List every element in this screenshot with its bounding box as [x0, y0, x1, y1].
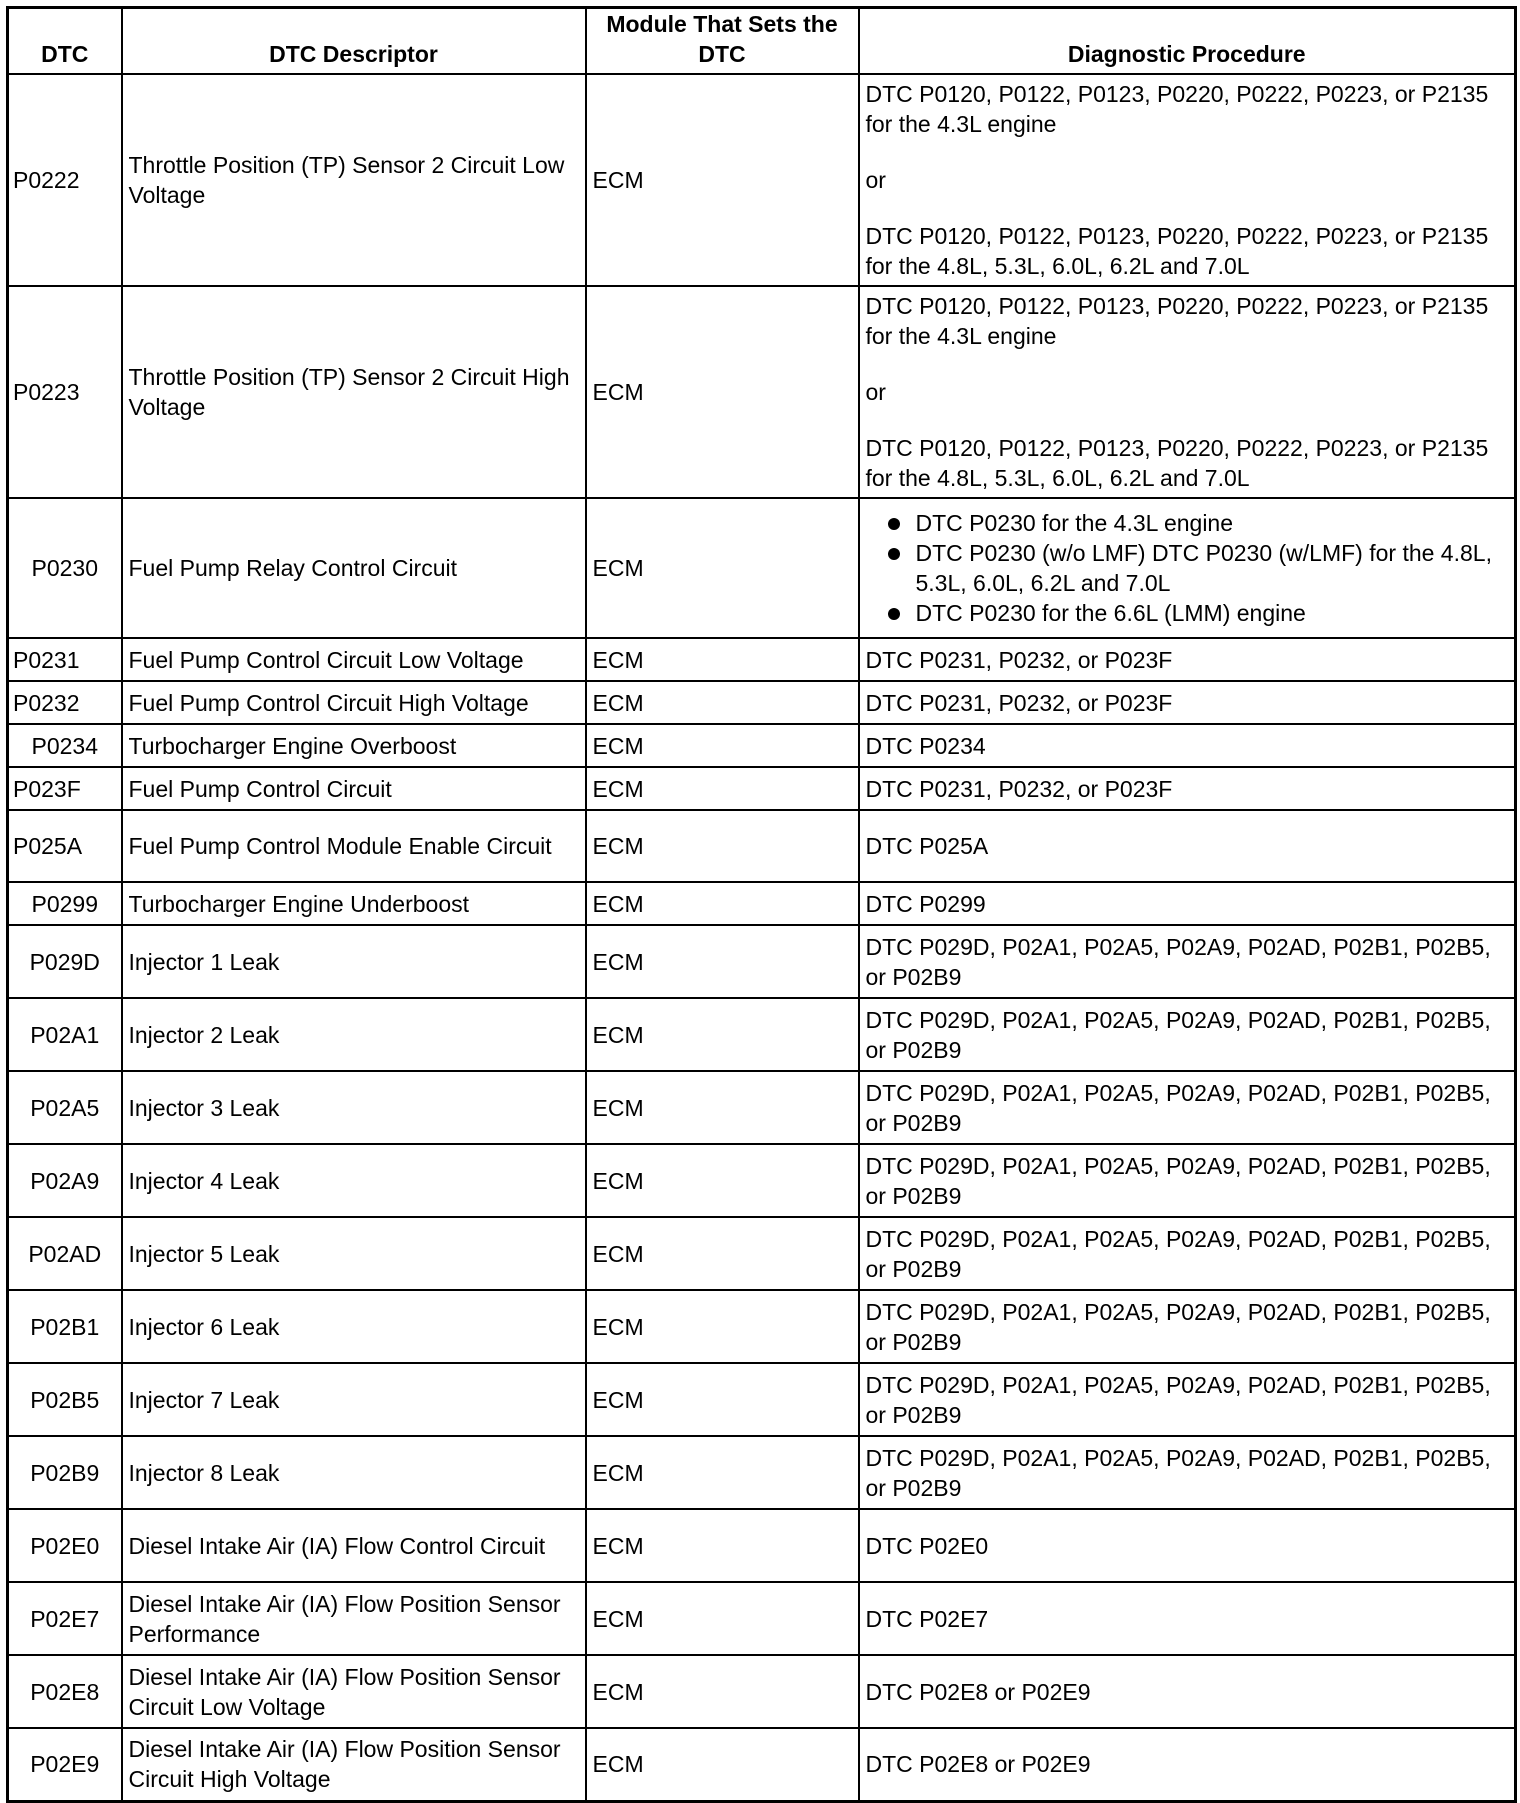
dtc-code-cell: P02A9 — [8, 1144, 122, 1217]
procedure-text: DTC P0120, P0122, P0123, P0220, P0222, P0223, or P2135 for the 4.8L, 5.3L, 6.0L, 6.2L and 7.0L — [865, 223, 1489, 279]
table-row — [8, 498, 1516, 638]
dtc-descriptor-cell: Fuel Pump Control Module Enable Circuit — [122, 810, 586, 882]
procedure-text: DTC P029D, P02A1, P02A5, P02A9, P02AD, P02B1, P02B5, or P02B9 — [865, 1006, 1491, 1063]
diagnostic-procedure-cell — [859, 1290, 1516, 1363]
module-cell: ECM — [586, 1217, 859, 1290]
procedure-text: or — [865, 167, 886, 193]
table-row — [8, 1363, 1516, 1436]
dtc-code-cell: P0223 — [8, 286, 122, 498]
diagnostic-procedure-cell — [859, 724, 1516, 767]
dtc-descriptor-cell: Injector 8 Leak — [122, 1436, 586, 1509]
table-body — [8, 74, 1516, 1801]
procedure-text: DTC P0234 — [865, 732, 986, 759]
dtc-descriptor-cell: Injector 3 Leak — [122, 1071, 586, 1144]
header-descriptor: DTC Descriptor — [122, 8, 586, 75]
dtc-code-cell: P02E0 — [8, 1509, 122, 1582]
dtc-descriptor-cell: Turbocharger Engine Underboost — [122, 882, 586, 925]
table-header — [8, 8, 1516, 75]
diagnostic-procedure-cell — [859, 925, 1516, 998]
module-cell: ECM — [586, 1290, 859, 1363]
procedure-text: DTC P029D, P02A1, P02A5, P02A9, P02AD, P02B1, P02B5, or P02B9 — [865, 933, 1491, 990]
dtc-descriptor-cell: Injector 5 Leak — [122, 1217, 586, 1290]
dtc-code-cell: P02E9 — [8, 1728, 122, 1801]
module-cell: ECM — [586, 925, 859, 998]
procedure-text: DTC P029D, P02A1, P02A5, P02A9, P02AD, P02B1, P02B5, or P02B9 — [865, 1152, 1491, 1209]
module-cell: ECM — [586, 1363, 859, 1436]
module-cell: ECM — [586, 1436, 859, 1509]
procedure-text: DTC P025A — [865, 833, 989, 859]
module-cell: ECM — [586, 498, 859, 638]
table-row — [8, 1436, 1516, 1509]
dtc-code-cell: P02B1 — [8, 1290, 122, 1363]
dtc-descriptor-cell: Fuel Pump Relay Control Circuit — [122, 498, 586, 638]
diagnostic-procedure-cell — [859, 998, 1516, 1071]
procedure-text: DTC P0120, P0122, P0123, P0220, P0222, P0223, or P2135 for the 4.3L engine — [865, 293, 1489, 349]
module-cell: ECM — [586, 724, 859, 767]
table-row — [8, 1144, 1516, 1217]
table-row — [8, 1217, 1516, 1290]
table-row — [8, 638, 1516, 681]
dtc-code-cell: P029D — [8, 925, 122, 998]
header-row — [8, 8, 1516, 75]
dtc-code-cell: P02B9 — [8, 1436, 122, 1509]
table-row — [8, 1071, 1516, 1144]
procedure-bullet-item: DTC P0230 for the 6.6L (LMM) engine — [866, 598, 1509, 628]
procedure-text: DTC P0231, P0232, or P023F — [865, 775, 1173, 802]
dtc-descriptor-cell: Throttle Position (TP) Sensor 2 Circuit Low Voltage — [122, 74, 586, 286]
procedure-bullet-list — [866, 508, 1509, 628]
procedure-bullet-item: DTC P0230 for the 4.3L engine — [866, 508, 1509, 538]
module-cell: ECM — [586, 1655, 859, 1728]
diagnostic-procedure-cell — [859, 1363, 1516, 1436]
procedure-text: DTC P02E8 or P02E9 — [865, 1678, 1091, 1705]
paragraph-spacer — [866, 195, 1509, 221]
table-row — [8, 767, 1516, 810]
table-row — [8, 810, 1516, 882]
dtc-descriptor-cell: Injector 6 Leak — [122, 1290, 586, 1363]
dtc-descriptor-cell: Diesel Intake Air (IA) Flow Position Sensor Performance — [122, 1582, 586, 1655]
procedure-text: DTC P02E0 — [865, 1532, 989, 1559]
dtc-code-cell: P025A — [8, 810, 122, 882]
dtc-descriptor-cell: Fuel Pump Control Circuit High Voltage — [122, 681, 586, 724]
diagnostic-procedure-cell — [859, 1728, 1516, 1801]
diagnostic-procedure-cell — [859, 286, 1516, 498]
dtc-table-container — [6, 6, 1517, 1803]
module-cell: ECM — [586, 681, 859, 724]
diagnostic-procedure-cell — [859, 882, 1516, 925]
dtc-code-cell: P02A5 — [8, 1071, 122, 1144]
dtc-descriptor-cell: Injector 2 Leak — [122, 998, 586, 1071]
dtc-descriptor-cell: Injector 1 Leak — [122, 925, 586, 998]
table-row — [8, 925, 1516, 998]
table-row — [8, 1728, 1516, 1801]
module-cell: ECM — [586, 1582, 859, 1655]
table-row — [8, 1509, 1516, 1582]
dtc-code-cell: P0230 — [8, 498, 122, 638]
dtc-code-cell: P023F — [8, 767, 122, 810]
table-row — [8, 681, 1516, 724]
dtc-code-cell: P0299 — [8, 882, 122, 925]
procedure-text: DTC P029D, P02A1, P02A5, P02A9, P02AD, P02B1, P02B5, or P02B9 — [865, 1444, 1491, 1501]
dtc-descriptor-cell: Diesel Intake Air (IA) Flow Position Sensor Circuit Low Voltage — [122, 1655, 586, 1728]
module-cell: ECM — [586, 638, 859, 681]
dtc-code-cell: P0232 — [8, 681, 122, 724]
table-row — [8, 882, 1516, 925]
procedure-text: DTC P029D, P02A1, P02A5, P02A9, P02AD, P02B1, P02B5, or P02B9 — [865, 1371, 1491, 1428]
dtc-descriptor-cell: Turbocharger Engine Overboost — [122, 724, 586, 767]
dtc-code-cell: P0231 — [8, 638, 122, 681]
diagnostic-procedure-cell — [859, 681, 1516, 724]
dtc-code-cell: P02B5 — [8, 1363, 122, 1436]
procedure-text: DTC P029D, P02A1, P02A5, P02A9, P02AD, P02B1, P02B5, or P02B9 — [865, 1298, 1491, 1355]
dtc-descriptor-cell: Fuel Pump Control Circuit Low Voltage — [122, 638, 586, 681]
dtc-code-cell: P0234 — [8, 724, 122, 767]
diagnostic-procedure-cell — [859, 1436, 1516, 1509]
procedure-text: DTC P029D, P02A1, P02A5, P02A9, P02AD, P02B1, P02B5, or P02B9 — [865, 1225, 1491, 1282]
diagnostic-procedure-cell — [859, 74, 1516, 286]
dtc-descriptor-cell: Injector 7 Leak — [122, 1363, 586, 1436]
diagnostic-procedure-cell — [859, 1071, 1516, 1144]
module-cell: ECM — [586, 998, 859, 1071]
procedure-text: DTC P02E7 — [865, 1605, 989, 1632]
procedure-text: DTC P0299 — [865, 890, 986, 917]
table-row — [8, 998, 1516, 1071]
module-cell: ECM — [586, 1144, 859, 1217]
diagnostic-procedure-cell — [859, 1509, 1516, 1582]
module-cell: ECM — [586, 882, 859, 925]
module-cell: ECM — [586, 286, 859, 498]
table-row — [8, 1290, 1516, 1363]
header-dtc: DTC — [8, 8, 122, 75]
procedure-text: DTC P0231, P0232, or P023F — [865, 689, 1173, 716]
diagnostic-procedure-cell — [859, 1582, 1516, 1655]
dtc-code-cell: P02E8 — [8, 1655, 122, 1728]
diagnostic-procedure-cell — [859, 498, 1516, 638]
diagnostic-procedure-cell — [859, 638, 1516, 681]
module-cell: ECM — [586, 810, 859, 882]
module-cell: ECM — [586, 1509, 859, 1582]
dtc-descriptor-cell: Throttle Position (TP) Sensor 2 Circuit High Voltage — [122, 286, 586, 498]
table-row — [8, 74, 1516, 286]
procedure-text: DTC P0231, P0232, or P023F — [865, 646, 1173, 673]
table-row — [8, 286, 1516, 498]
diagnostic-procedure-cell — [859, 767, 1516, 810]
dtc-code-cell: P02AD — [8, 1217, 122, 1290]
module-cell: ECM — [586, 767, 859, 810]
table-row — [8, 1655, 1516, 1728]
dtc-descriptor-cell: Diesel Intake Air (IA) Flow Control Circuit — [122, 1509, 586, 1582]
diagnostic-procedure-cell — [859, 810, 1516, 882]
dtc-table — [6, 6, 1517, 1803]
procedure-text: DTC P02E8 or P02E9 — [865, 1751, 1091, 1778]
procedure-text: DTC P0120, P0122, P0123, P0220, P0222, P0223, or P2135 for the 4.8L, 5.3L, 6.0L, 6.2L and 7.0L — [865, 435, 1489, 491]
diagnostic-procedure-cell — [859, 1217, 1516, 1290]
header-procedure: Diagnostic Procedure — [859, 8, 1516, 75]
procedure-text: DTC P029D, P02A1, P02A5, P02A9, P02AD, P02B1, P02B5, or P02B9 — [865, 1079, 1491, 1136]
table-row — [8, 1582, 1516, 1655]
dtc-code-cell: P02E7 — [8, 1582, 122, 1655]
module-cell: ECM — [586, 74, 859, 286]
module-cell: ECM — [586, 1728, 859, 1801]
module-cell: ECM — [586, 1071, 859, 1144]
diagnostic-procedure-cell — [859, 1655, 1516, 1728]
dtc-code-cell: P0222 — [8, 74, 122, 286]
procedure-text: or — [865, 379, 886, 405]
paragraph-spacer — [866, 139, 1509, 165]
dtc-descriptor-cell: Diesel Intake Air (IA) Flow Position Sensor Circuit High Voltage — [122, 1728, 586, 1801]
dtc-descriptor-cell: Fuel Pump Control Circuit — [122, 767, 586, 810]
dtc-descriptor-cell: Injector 4 Leak — [122, 1144, 586, 1217]
procedure-text: DTC P0120, P0122, P0123, P0220, P0222, P0223, or P2135 for the 4.3L engine — [865, 81, 1489, 137]
dtc-code-cell: P02A1 — [8, 998, 122, 1071]
table-row — [8, 724, 1516, 767]
header-module: Module That Sets the DTC — [586, 8, 859, 75]
procedure-bullet-item: DTC P0230 (w/o LMF) DTC P0230 (w/LMF) for the 4.8L, 5.3L, 6.0L, 6.2L and 7.0L — [866, 538, 1509, 598]
paragraph-spacer — [866, 407, 1509, 433]
paragraph-spacer — [866, 351, 1509, 377]
diagnostic-procedure-cell — [859, 1144, 1516, 1217]
